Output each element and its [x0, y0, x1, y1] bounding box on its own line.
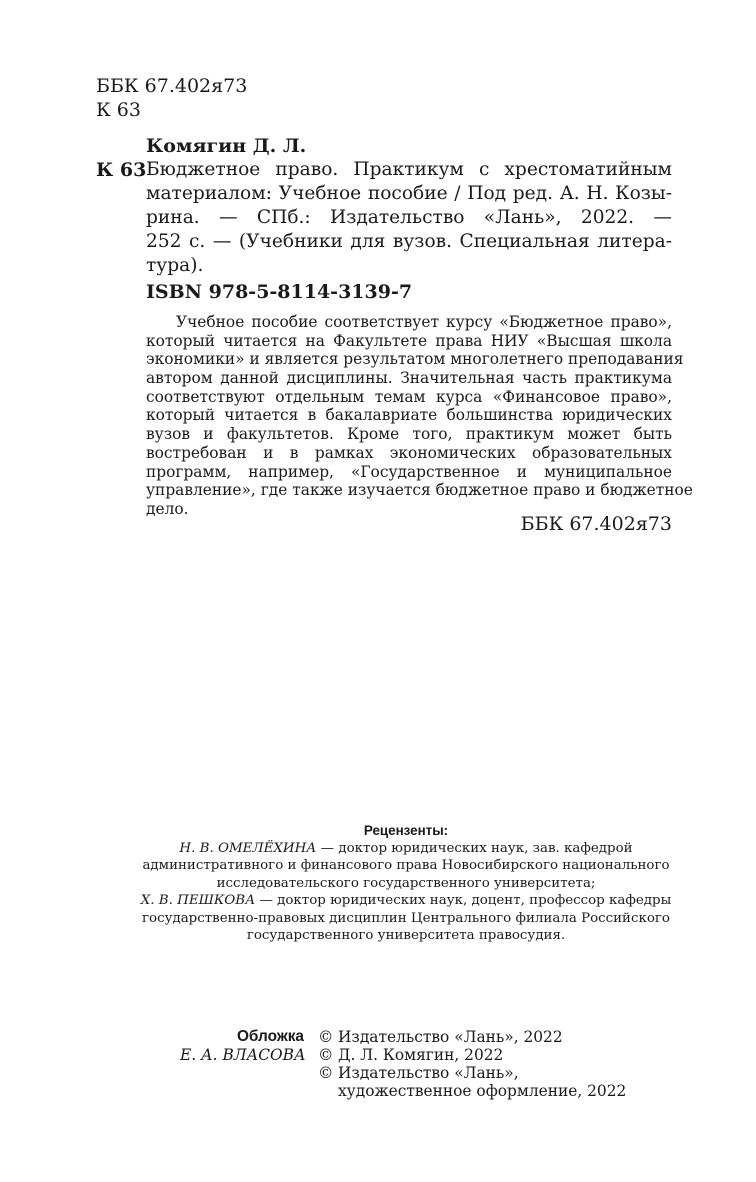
credit-row: [180, 1064, 626, 1082]
reviewers-block: [96, 822, 716, 945]
bbk-block: [96, 74, 247, 122]
credit-holder: Издательство «Лань», 2022: [338, 1028, 563, 1046]
biblio-line: тура).: [146, 255, 204, 276]
credit-row: [180, 1082, 626, 1100]
annotation-line: который читается в бакалавриате большинства юридических: [146, 406, 672, 425]
reviewer-1-line: [96, 840, 716, 858]
credit-role: Обложка: [236, 1028, 304, 1045]
biblio-line: Бюджетное право. Практикум с хрестоматийным: [146, 159, 672, 180]
reviewer-2-name: Х. В. ПЕШКОВА: [140, 893, 256, 908]
reviewer-2-line: [96, 892, 716, 910]
author-code: К 63: [96, 159, 147, 181]
credit-holder: Издательство «Лань»,: [338, 1064, 519, 1082]
reviewers-title: Рецензенты:: [363, 823, 449, 838]
annotation-line: вузов и факультетов. Кроме того, практикум может быть: [146, 425, 672, 444]
credit-role: Е. А. ВЛАСОВА: [180, 1046, 306, 1064]
copyright-icon: ©: [318, 1046, 334, 1064]
reviewer-2-line: государственного университета правосудия.: [246, 928, 566, 943]
annotation-line: который читается на Факультете права НИУ «Высшая школа: [146, 331, 672, 350]
copyright-icon: ©: [318, 1064, 334, 1082]
author-mark: К 63: [96, 99, 141, 121]
biblio-line: материалом: Учебное пособие / Под ред. А. Н. Козы-: [146, 183, 672, 204]
credit-holder: Д. Л. Комягин, 2022: [338, 1046, 504, 1064]
bibliographic-description: [146, 158, 672, 278]
credit-holder-continuation: художественное оформление, 2022: [338, 1082, 627, 1100]
book-author: Комягин Д. Л.: [146, 135, 307, 157]
annotation-line: управление», где также изучается бюджетное право и бюджетное: [146, 481, 693, 500]
reviewer-1-title: — доктор юридических наук, зав. кафедрой: [316, 840, 633, 856]
annotation-line: дело.: [146, 499, 189, 518]
biblio-line: рина. — СПб.: Издательство «Лань», 2022. —: [146, 207, 672, 228]
annotation-line: соответствуют отдельным темам курса «Финансовое право»,: [146, 387, 672, 406]
reviewer-2-line: государственно-правовых дисциплин Центрального филиала Российского: [142, 910, 670, 926]
annotation-line: программ, например, «Государственное и муниципальное: [146, 462, 672, 481]
isbn: ISBN 978-5-8114-3139-7: [146, 281, 413, 303]
bbk-index-bottom: ББК 67.402я73: [520, 513, 672, 535]
biblio-line: 252 с. — (Учебники для вузов. Специальная литера-: [146, 231, 672, 252]
copyright-credits: [180, 1028, 626, 1100]
reviewer-1-line: исследовательского государственного университета;: [216, 875, 596, 891]
annotation-line: Учебное пособие соответствует курсу «Бюджетное право»,: [176, 313, 672, 331]
annotation-line: автором данной дисциплины. Значительная часть практикума: [146, 369, 672, 388]
credit-row: [180, 1046, 626, 1064]
annotation-line: востребован и в рамках экономических образовательных: [146, 443, 672, 462]
annotation-line: экономики» и является результатом многолетнего преподавания: [146, 350, 684, 369]
reviewer-1-line: административного и финансового права Новосибирского национального: [142, 858, 670, 873]
credit-row: [180, 1028, 626, 1046]
reviewer-1-name: Н. В. ОМЕЛЁХИНА: [179, 840, 317, 856]
copyright-icon: ©: [318, 1028, 334, 1046]
bbk-index: ББК 67.402я73: [96, 75, 248, 97]
reviewer-2-title: — доктор юридических наук, доцент, профессор кафедры: [255, 893, 672, 908]
annotation: [146, 313, 693, 519]
